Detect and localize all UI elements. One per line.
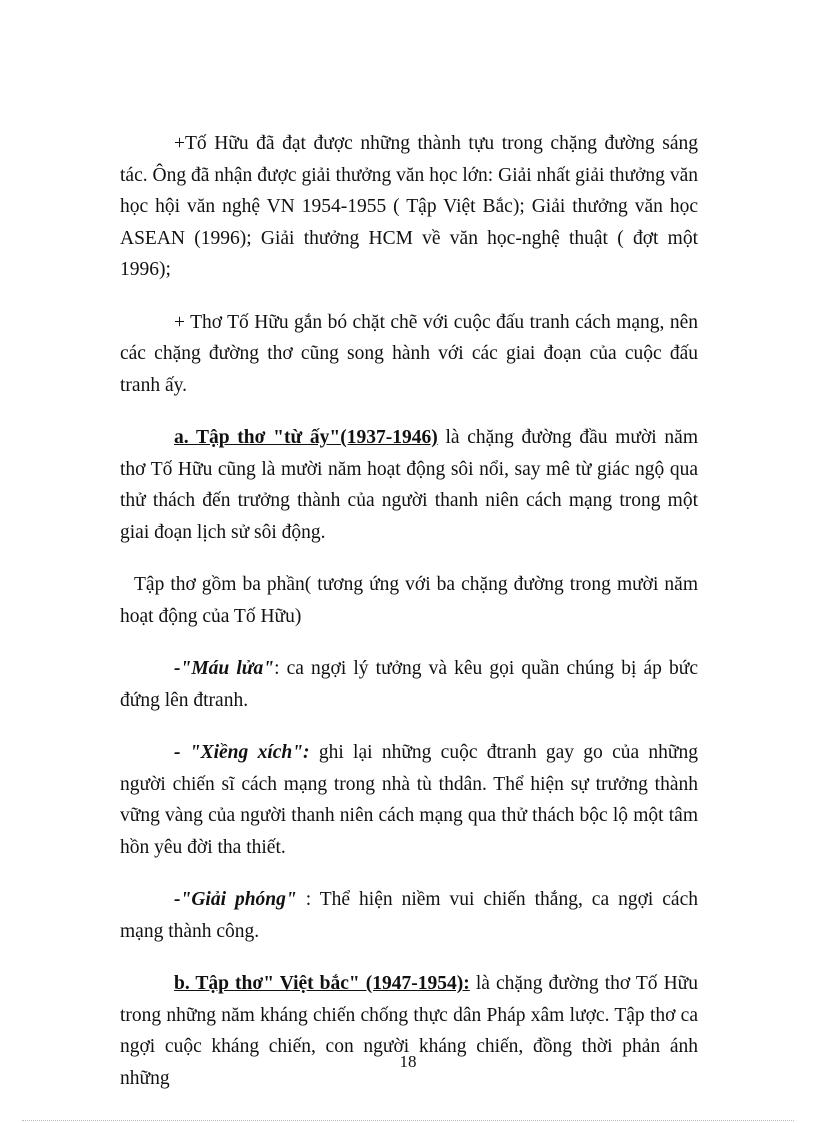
- paragraph-revolution-text: + Thơ Tố Hữu gắn bó chặt chẽ với cuộc đấu tranh cách mạng, nên các chặng đường thơ cũng song hành với các giai đoạn của cuộc đấu tranh ấy.: [120, 311, 698, 396]
- mau-lua-title: "Máu lửa": [180, 658, 275, 679]
- giai-phong-prefix: -: [174, 889, 181, 910]
- paragraph-viet-bac: [120, 968, 698, 1094]
- document-body: [120, 128, 698, 1115]
- paragraph-revolution: [120, 307, 698, 402]
- section-heading-tu-ay: a. Tập thơ "từ ấy"(1937-1946): [174, 427, 438, 448]
- paragraph-mau-lua: [120, 653, 698, 716]
- paragraph-achievements: [120, 128, 698, 286]
- giai-phong-text: : Thể hiện niềm vui chiến thắng, ca ngợi cách mạng thành công.: [120, 889, 698, 942]
- paragraph-giai-phong: [120, 884, 698, 947]
- mau-lua-text: : ca ngợi lý tưởng và kêu gọi quần chúng bị áp bức đứng lên đtranh.: [120, 658, 698, 711]
- footer-divider: [22, 1120, 794, 1121]
- paragraph-three-parts-text: Tập thơ gồm ba phần( tương ứng với ba chặng đường trong mười năm hoạt động của Tố Hữu): [120, 574, 698, 627]
- section-heading-viet-bac: b. Tập thơ" Việt bắc" (1947-1954):: [174, 973, 470, 994]
- page-number: 18: [399, 1052, 417, 1071]
- paragraph-tu-ay-text: là chặng đường đầu mười năm thơ Tố Hữu cũng là mười năm hoạt động sôi nổi, say mê từ giác ngộ qua thử thách đến trưởng thành của người thanh niên cách mạng trong một giai đoạn lịch sử sôi động.: [120, 427, 698, 543]
- mau-lua-prefix: -: [174, 658, 181, 679]
- xieng-xich-text: ghi lại những cuộc đtranh gay go của những người chiến sĩ cách mạng trong nhà tù thdân. Thể hiện sự trưởng thành vững vàng của người thanh niên cách mạng qua thử thách bộc lộ một tâm hồn yêu đời tha thiết.: [120, 742, 698, 858]
- xieng-xich-title: "Xiềng xích":: [189, 742, 310, 763]
- paragraph-xieng-xich: [120, 737, 698, 863]
- paragraph-three-parts: [120, 569, 698, 632]
- paragraph-viet-bac-text: là chặng đường thơ Tố Hữu trong những năm kháng chiến chống thực dân Pháp xâm lược. Tập thơ ca ngợi cuộc kháng chiến, con người kháng chiến, đồng thời phản ánh những: [120, 973, 698, 1089]
- xieng-xich-prefix: -: [174, 742, 190, 763]
- giai-phong-title: "Giải phóng": [180, 889, 297, 910]
- paragraph-achievements-text: +Tố Hữu đã đạt được những thành tựu trong chặng đường sáng tác. Ông đã nhận được giải thưởng văn học lớn: Giải nhất giải thưởng văn học hội văn nghệ VN 1954-1955 ( Tập Việt Bắc); Giải thưởng văn học ASEAN (1996); Giải thưởng HCM về văn học-nghệ thuật ( đợt một 1996);: [120, 133, 698, 280]
- paragraph-tu-ay: [120, 422, 698, 548]
